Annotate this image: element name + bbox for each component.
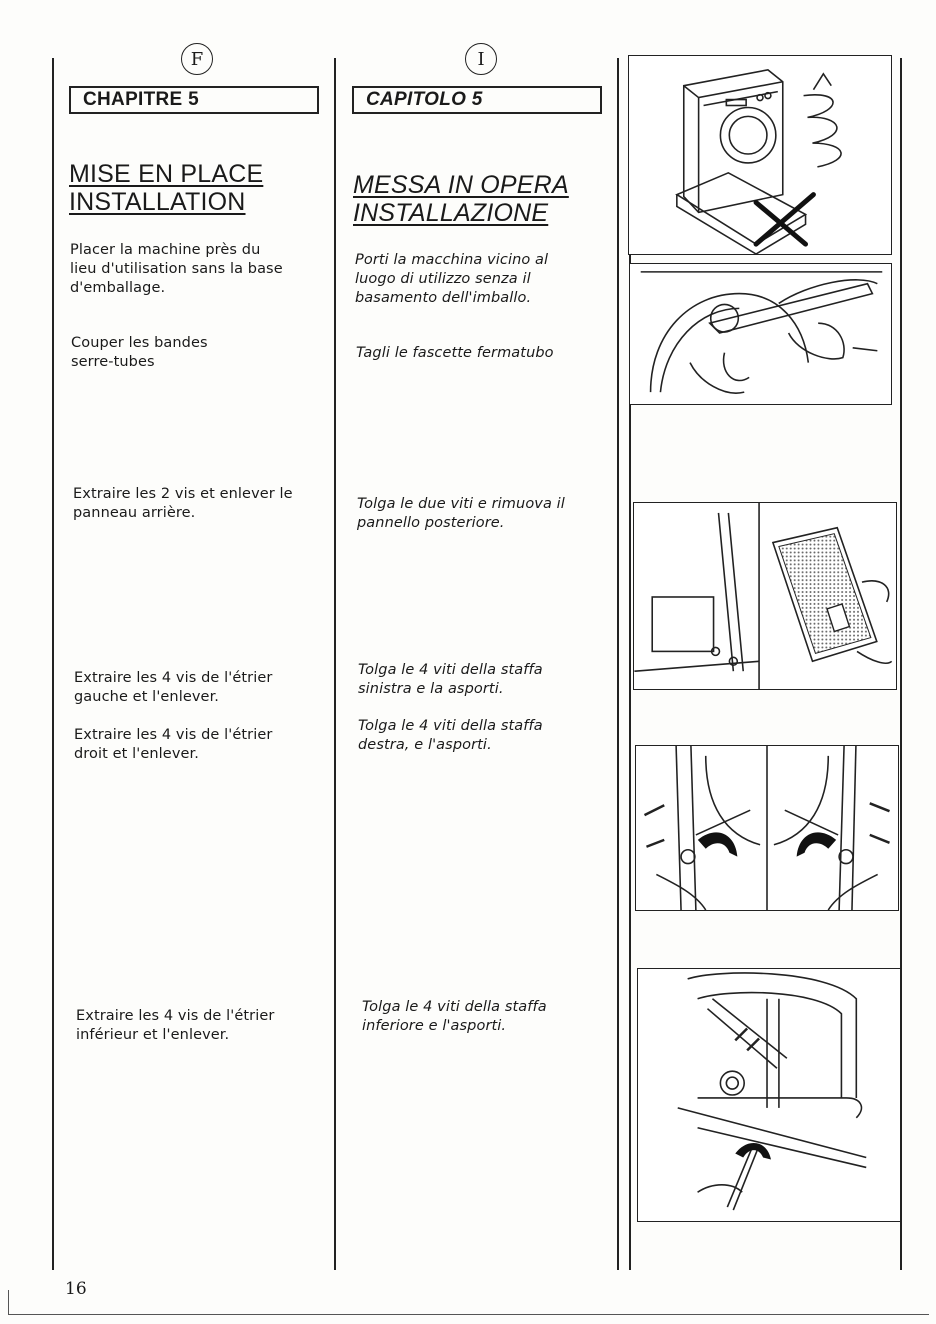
column-rule-right-a bbox=[617, 58, 619, 1270]
column-rule-middle bbox=[334, 58, 336, 1270]
washing-machine-base-drawing bbox=[629, 56, 891, 254]
lower-bracket-screwdriver-drawing bbox=[638, 969, 900, 1221]
step-text-it-1: Porti la macchina vicino al luogo di utilizzo senza il basamento dell'imballo. bbox=[355, 252, 549, 306]
illustration-remove-base bbox=[628, 55, 892, 255]
heading-fr-line2: INSTALLATION bbox=[69, 188, 246, 216]
heading-fr-line1: MISE EN PLACE bbox=[69, 160, 264, 188]
section-heading-it bbox=[353, 171, 569, 227]
language-marker-french bbox=[181, 43, 213, 75]
language-marker-italian bbox=[465, 43, 497, 75]
step-text-it-4: Tolga le 4 viti della staffa sinistra e la asporti. bbox=[358, 662, 543, 697]
step-text-fr-2: Couper les bandes serre-tubes bbox=[71, 335, 208, 370]
illustration-side-brackets bbox=[635, 745, 899, 911]
heading-it-line1: MESSA IN OPERA bbox=[353, 171, 569, 199]
step-text-fr-4: Extraire les 4 vis de l'étrier gauche et l'enlever. bbox=[74, 670, 273, 705]
column-rule-left bbox=[52, 58, 54, 1270]
chapter-box-fr: CHAPITRE 5 bbox=[69, 86, 319, 114]
chapter-box-it: CAPITOLO 5 bbox=[352, 86, 602, 114]
page-corner-mark bbox=[8, 1290, 929, 1315]
section-heading-fr bbox=[69, 160, 263, 216]
cutter-hose-drawing bbox=[630, 264, 891, 404]
step-text-it-6: Tolga le 4 viti della staffa inferiore e l'asporti. bbox=[362, 999, 547, 1034]
rear-panel-drawing bbox=[634, 503, 896, 689]
step-text-it-5: Tolga le 4 viti della staffa destra, e l'asporti. bbox=[358, 718, 543, 753]
step-text-fr-6: Extraire les 4 vis de l'étrier inférieur et l'enlever. bbox=[76, 1008, 275, 1043]
step-text-fr-1: Placer la machine près du lieu d'utilisation sans la base d'emballage. bbox=[70, 242, 283, 296]
side-bracket-screws-drawing bbox=[636, 746, 898, 910]
illustration-cut-hose-bands bbox=[629, 263, 892, 405]
page-number: 16 bbox=[65, 1279, 87, 1299]
illustration-lower-bracket bbox=[637, 968, 901, 1222]
language-code-fr: F bbox=[190, 48, 204, 70]
heading-it-line2: INSTALLAZIONE bbox=[353, 199, 549, 227]
step-text-it-3: Tolga le due viti e rimuova il pannello posteriore. bbox=[357, 496, 565, 531]
illustration-remove-rear-panel bbox=[633, 502, 897, 690]
language-code-it: I bbox=[477, 48, 485, 70]
step-text-fr-3: Extraire les 2 vis et enlever le panneau arrière. bbox=[73, 486, 293, 521]
step-text-it-2: Tagli le fascette fermatubo bbox=[356, 345, 554, 361]
step-text-fr-5: Extraire les 4 vis de l'étrier droit et l'enlever. bbox=[74, 727, 273, 762]
